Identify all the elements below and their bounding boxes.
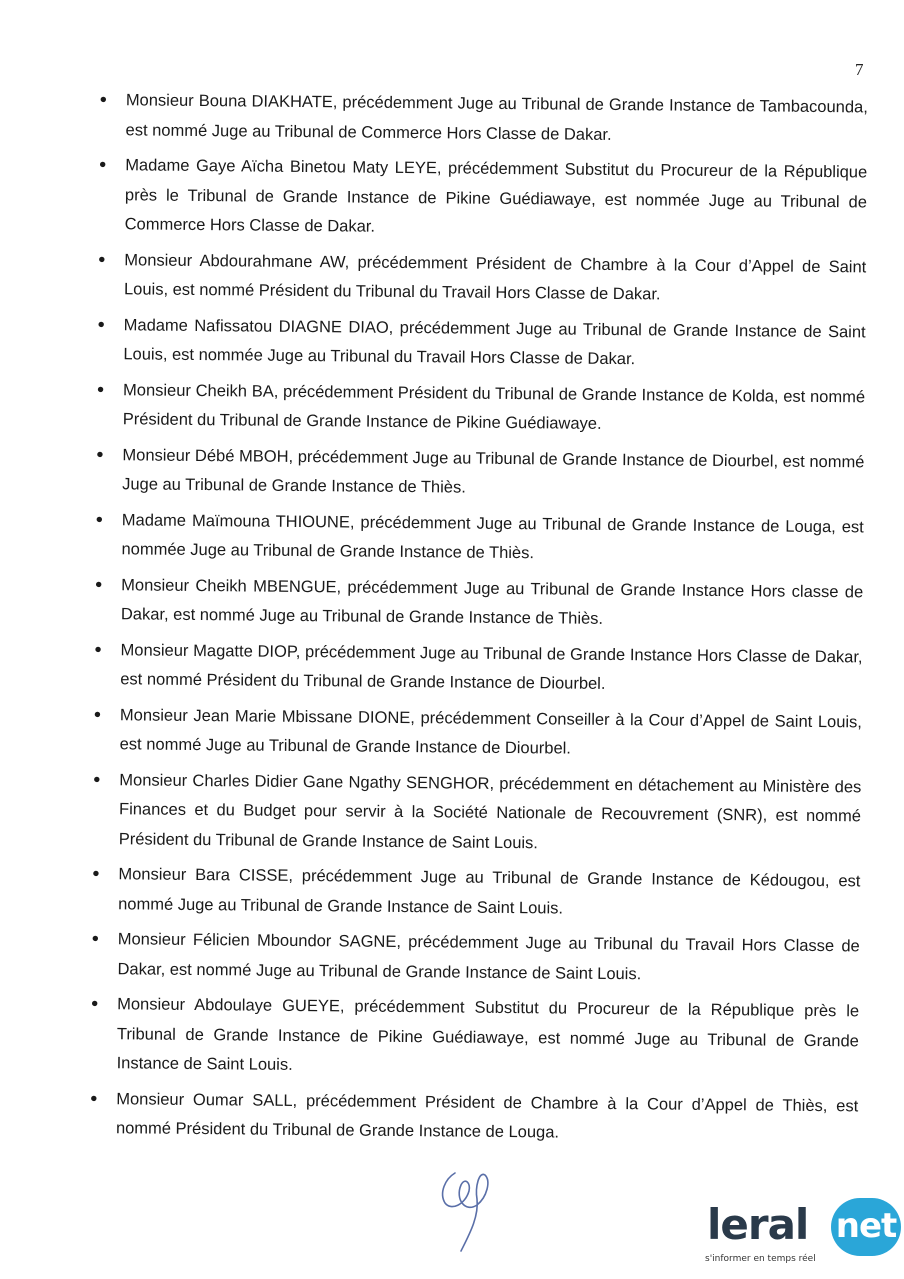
list-item: • Monsieur Abdourahmane AW, précédemment Président de Chambre à la Cour d’Appel de Saint Louis, est nommé Président du Tribunal du Travail Hors Classe de Dakar. xyxy=(94,245,867,311)
list-item: • Monsieur Oumar SALL, précédemment Président de Chambre à la Cour d’Appel de Thiès, est nommé Président du Tribunal de Grande Instance de Louga. xyxy=(86,1084,859,1150)
list-item: • Monsieur Cheikh BA, précédemment Président du Tribunal de Grande Instance de Kolda, est nommé Président du Tribunal de Grande Instance de Pikine Guédiawaye. xyxy=(93,375,866,441)
appointment-list xyxy=(86,86,868,1151)
logo-tagline: s'informer en temps réel xyxy=(705,1254,816,1264)
list-item: • Monsieur Charles Didier Gane Ngathy SENGHOR, précédemment en détachement au Ministère des Finances et du Budget pour servir à la Société Nationale de Recouvrement (SNR), est nommé Président du Tribunal de Grande Instance de Saint Louis. xyxy=(89,765,862,861)
list-item: • Monsieur Débé MBOH, précédemment Juge au Tribunal de Grande Instance de Diourbel, est nommé Juge au Tribunal de Grande Instance de Thiès. xyxy=(92,440,865,506)
handwritten-signature xyxy=(425,1165,515,1255)
list-item: • Madame Maïmouna THIOUNE, précédemment Juge au Tribunal de Grande Instance de Louga, est nommée Juge au Tribunal de Grande Instance de Thiès. xyxy=(91,505,864,571)
list-item: • Monsieur Bara CISSE, précédemment Juge au Tribunal de Grande Instance de Kédougou, est nommé Juge au Tribunal de Grande Instance de Saint Louis. xyxy=(88,860,861,926)
page-number: 7 xyxy=(855,60,864,79)
leral-logo xyxy=(703,1196,903,1279)
document-body xyxy=(86,86,868,1157)
list-item: • Monsieur Félicien Mboundor SAGNE, précédemment Juge au Tribunal du Travail Hors Classe de Dakar, est nommé Juge au Tribunal de Grande Instance de Saint Louis. xyxy=(87,925,860,991)
list-item: • Monsieur Abdoulaye GUEYE, précédemment Substitut du Procureur de la République près le Tribunal de Grande Instance de Pikine Guédiawaye, est nommé Juge au Tribunal de Grande Instance de Saint Louis. xyxy=(86,990,859,1086)
logo-brand: leral xyxy=(707,1200,809,1249)
list-item: • Madame Nafissatou DIAGNE DIAO, précédemment Juge au Tribunal de Grande Instance de Saint Louis, est nommée Juge au Tribunal du Travail Hors Classe de Dakar. xyxy=(93,310,866,376)
logo-badge: net xyxy=(831,1198,901,1256)
list-item: • Monsieur Bouna DIAKHATE, précédemment Juge au Tribunal de Grande Instance de Tambacounda, est nommé Juge au Tribunal de Commerce Hors Classe de Dakar. xyxy=(95,86,868,152)
list-item: • Monsieur Magatte DIOP, précédemment Juge au Tribunal de Grande Instance Hors Classe de Dakar, est nommé Président du Tribunal de Grande Instance de Diourbel. xyxy=(90,635,863,701)
list-item: • Monsieur Cheikh MBENGUE, précédemment Juge au Tribunal de Grande Instance Hors classe de Dakar, est nommé Juge au Tribunal de Grande Instance de Thiès. xyxy=(91,570,864,636)
list-item: • Monsieur Jean Marie Mbissane DIONE, précédemment Conseiller à la Cour d’Appel de Saint Louis, est nommé Juge au Tribunal de Grande Instance de Diourbel. xyxy=(90,700,863,766)
list-item: • Madame Gaye Aïcha Binetou Maty LEYE, précédemment Substitut du Procureur de la République près le Tribunal de Grande Instance de Pikine Guédiawaye, est nommée Juge au Tribunal de Commerce Hors Classe de Dakar. xyxy=(95,151,868,247)
